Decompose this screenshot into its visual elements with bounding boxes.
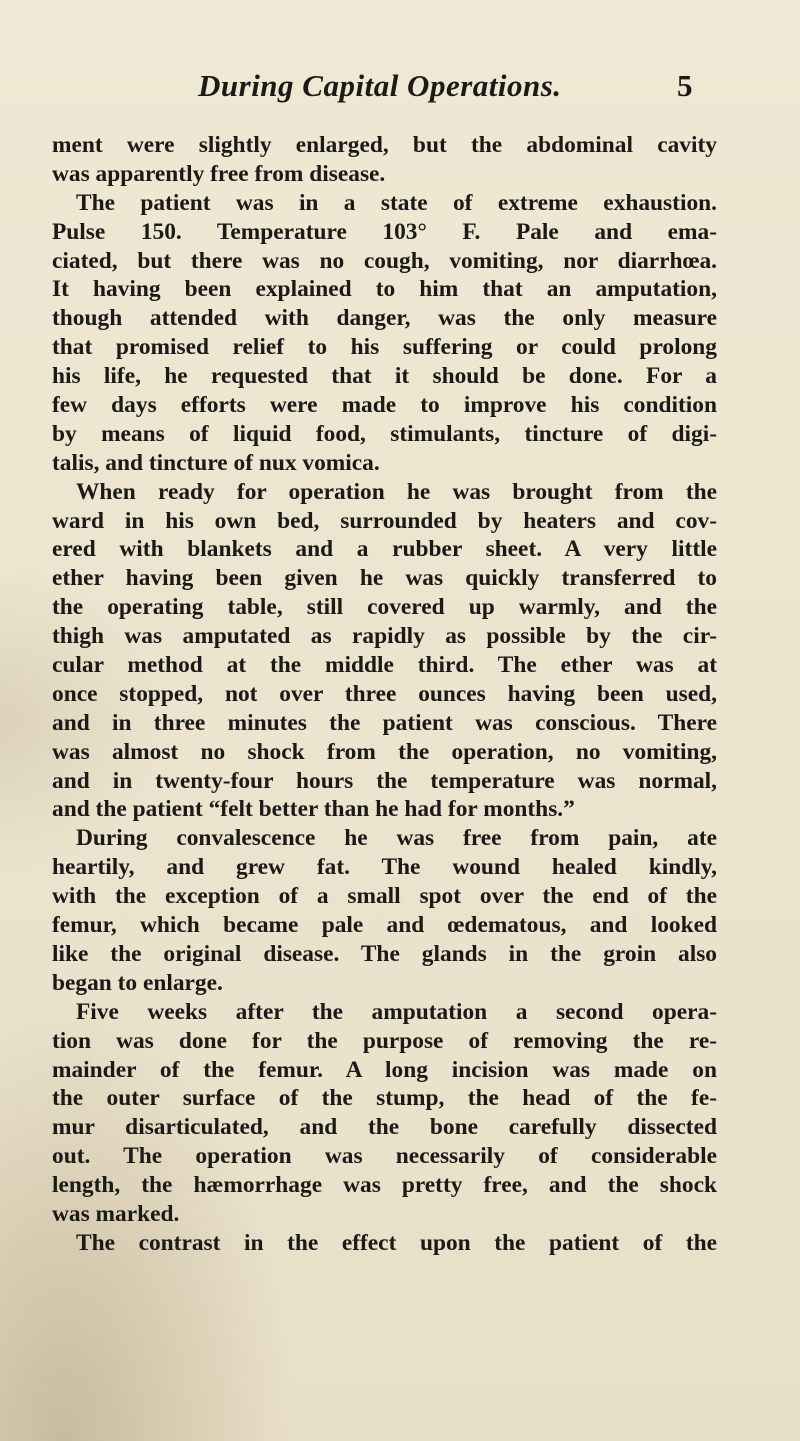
- text-line: out. The operation was necessarily of considerable: [52, 1143, 717, 1170]
- text-line: was marked.: [52, 1200, 180, 1227]
- text-line: ward in his own bed, surrounded by heaters and cov-: [52, 507, 717, 534]
- text-line: tion was done for the purpose of removing the re-: [52, 1027, 717, 1054]
- text-line: the operating table, still covered up warmly, and the: [52, 594, 717, 621]
- text-line: It having been explained to him that an amputation,: [52, 276, 717, 303]
- text-line: The patient was in a state of extreme exhaustion.: [76, 189, 717, 216]
- text-line: his life, he requested that it should be done. For a: [52, 363, 717, 390]
- text-line: and in twenty-four hours the temperature was normal,: [52, 767, 717, 794]
- text-line: ciated, but there was no cough, vomiting, nor diarrhœa.: [52, 247, 717, 274]
- text-line: The contrast in the effect upon the patient of the: [76, 1229, 717, 1256]
- text-line: Pulse 150. Temperature 103° F. Pale and ema-: [52, 218, 717, 245]
- text-line: and the patient “felt better than he had for months.”: [52, 796, 575, 823]
- text-line: Five weeks after the amputation a second opera-: [76, 998, 717, 1025]
- page-number: 5: [677, 68, 693, 103]
- text-line: and in three minutes the patient was conscious. There: [52, 709, 717, 736]
- text-line: length, the hæmorrhage was pretty free, and the shock: [52, 1172, 717, 1199]
- running-head: [0, 68, 800, 116]
- text-line: heartily, and grew fat. The wound healed kindly,: [52, 854, 717, 881]
- text-line: with the exception of a small spot over the end of the: [52, 883, 717, 910]
- text-line: mur disarticulated, and the bone carefully dissected: [52, 1114, 717, 1141]
- text-line: the outer surface of the stump, the head of the fe-: [52, 1085, 717, 1112]
- text-line: thigh was amputated as rapidly as possible by the cir-: [52, 623, 717, 650]
- text-line: ether having been given he was quickly transferred to: [52, 565, 717, 592]
- body-text: [52, 131, 717, 1258]
- text-line: mainder of the femur. A long incision was made on: [52, 1056, 717, 1083]
- text-line: was apparently free from disease.: [52, 160, 386, 187]
- text-line: like the original disease. The glands in the groin also: [52, 940, 717, 967]
- running-title: During Capital Operations.: [198, 68, 562, 103]
- text-line: ment were slightly enlarged, but the abdominal cavity: [52, 132, 717, 158]
- text-line: once stopped, not over three ounces having been used,: [52, 680, 717, 707]
- text-line: began to enlarge.: [52, 969, 223, 996]
- text-line: ered with blankets and a rubber sheet. A very little: [52, 536, 717, 563]
- text-line: though attended with danger, was the only measure: [52, 305, 717, 332]
- text-line: talis, and tincture of nux vomica.: [52, 449, 380, 476]
- text-line: by means of liquid food, stimulants, tincture of digi-: [52, 420, 717, 447]
- text-line: During convalescence he was free from pain, ate: [76, 825, 717, 852]
- text-line: was almost no shock from the operation, no vomiting,: [52, 738, 717, 765]
- text-line: cular method at the middle third. The ether was at: [52, 652, 717, 679]
- text-line: few days efforts were made to improve his condition: [52, 392, 717, 419]
- text-line: femur, which became pale and œdematous, and looked: [52, 912, 717, 939]
- text-line: that promised relief to his suffering or could prolong: [52, 334, 717, 361]
- text-line: When ready for operation he was brought from the: [76, 478, 717, 505]
